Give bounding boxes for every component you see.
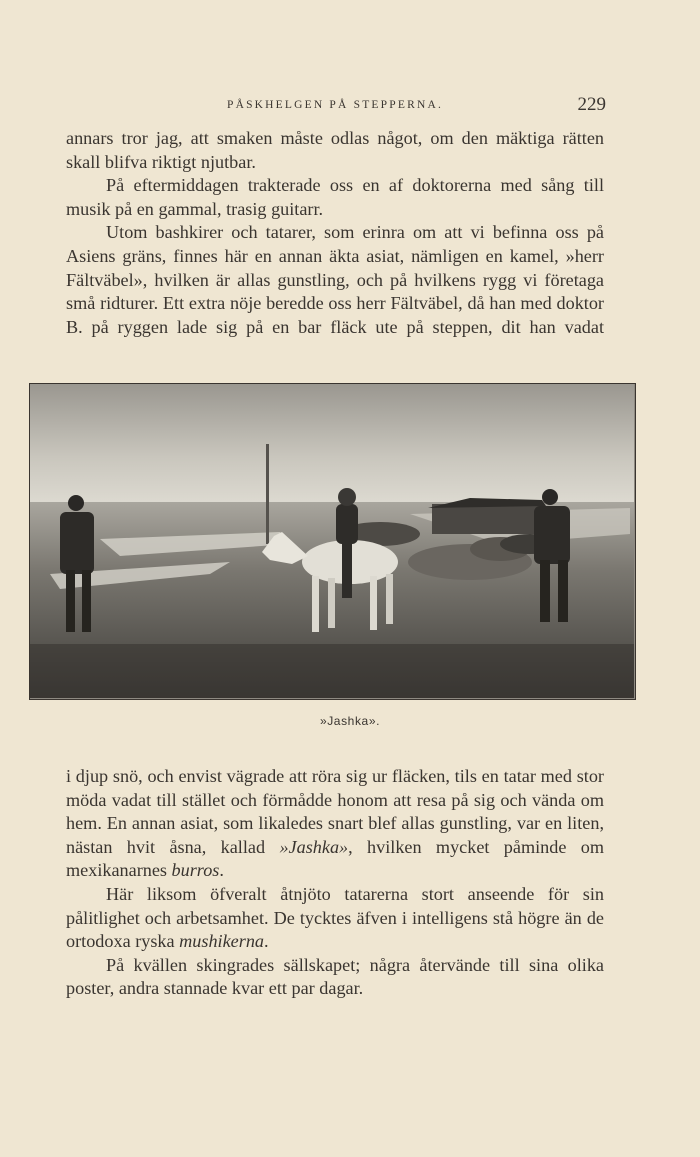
italic-word: burros: [171, 860, 220, 881]
paragraph: Utom bashkirer och tatarer, som erinra om att vi befinna oss på Asiens gräns, finnes här en annan äkta asiat, nämligen en kamel, »herr Fältväbel», hvilken är allas gunstling, och på hvilkens rygg vi företaga små ridturer. Ett extra nöje beredde oss herr Fältväbel, då han med doktor B. på ryggen lade sig på en bar fläck ute på steppen, dit han vadat: [66, 222, 604, 337]
sky: [30, 384, 634, 506]
text-block-top: [66, 127, 604, 339]
paragraph: På kvällen skingrades sällskapet; några återvände till sina olika poster, andra stannade kvar ett par dagar.: [66, 954, 604, 999]
shadow-band: [30, 644, 634, 698]
photo-illustration: [30, 384, 634, 698]
text-run: Här liksom öfveralt åtnjöto tatarerna stort anseende för sin pålitlighet och arbetsamhet. De tycktes äfven i intelligens stå högre än de ortodoxa ryska: [66, 883, 604, 952]
paragraph: annars tror jag, att smaken måste odlas något, om den mäktiga rätten skall blifva riktigt njutbar.: [66, 128, 604, 172]
photograph-jashka: [29, 383, 636, 700]
donkey-name: »Jashka»: [279, 836, 349, 857]
paragraph: [66, 883, 604, 954]
shed: [432, 504, 542, 534]
paragraph: [66, 765, 604, 883]
running-title: PÅSKHELGEN PÅ STEPPERNA.: [226, 99, 444, 111]
text-run: .: [264, 931, 269, 952]
text-run: , hvilken mycket påminde om mexikanarnes: [66, 836, 605, 881]
pole: [266, 444, 269, 544]
text-run: i djup snö, och envist vägrade att röra sig ur fläcken, tils en tatar med stor möda vadat till stället och förmådde honom att resa på sig och vända om hem. En annan asiat, som likaledes snart blef allas gunstling, var en liten, nästan hvit åsna, kallad: [66, 766, 604, 857]
figure-caption: »Jashka».: [319, 714, 381, 728]
text-block-bottom: [66, 765, 604, 1001]
paragraph: På eftermiddagen trakterade oss en af doktorerna med sång till musik på en gammal, trasig guitarr.: [66, 175, 604, 219]
running-header: [66, 94, 604, 116]
page-number: 229: [577, 94, 606, 115]
text-run: .: [219, 860, 224, 881]
italic-word: mushikerna: [179, 931, 265, 952]
